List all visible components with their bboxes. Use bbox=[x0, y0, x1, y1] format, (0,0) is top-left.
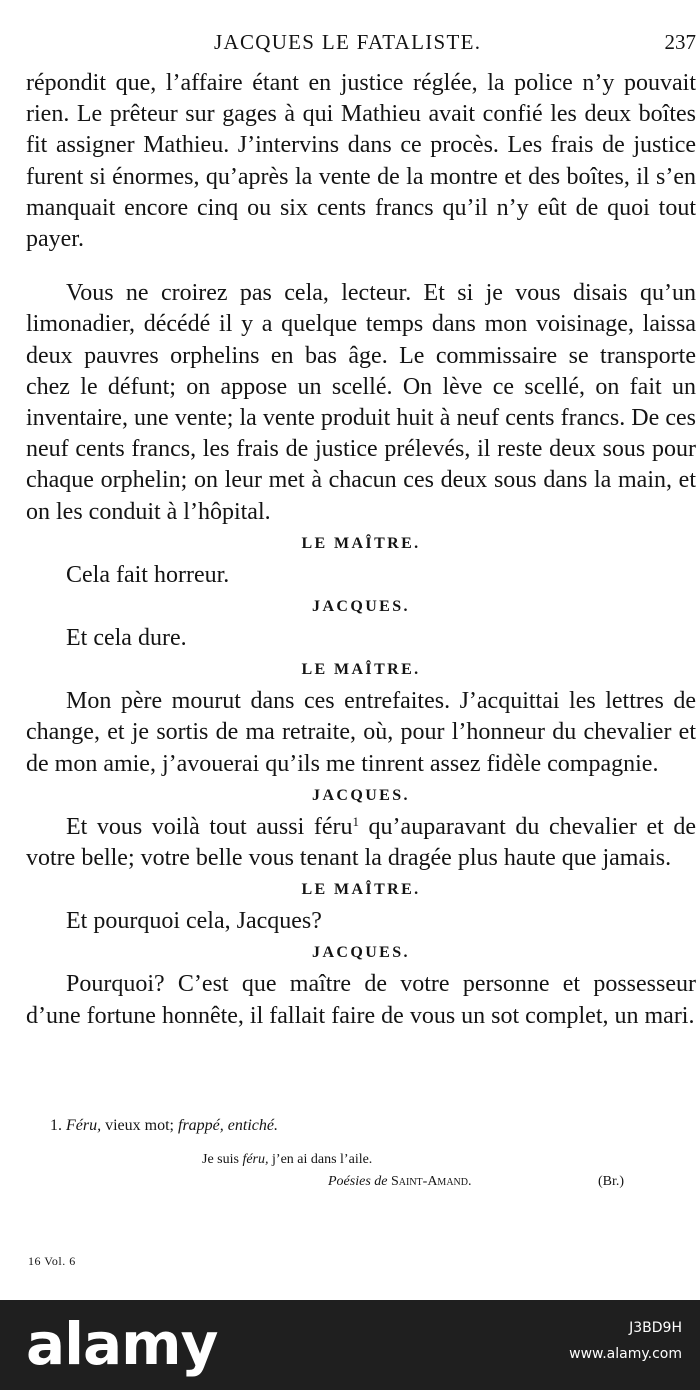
speaker-label: LE MAÎTRE. bbox=[301, 881, 421, 899]
page-number: 237 bbox=[664, 30, 696, 54]
attribution-author: Saint-Amand. bbox=[390, 1174, 472, 1189]
footnote bbox=[50, 1116, 670, 1189]
dialogue-line bbox=[26, 812, 696, 874]
footnote-ref: 1 bbox=[352, 813, 359, 829]
verse-text: j’en ai dans l’aile. bbox=[268, 1152, 373, 1167]
speaker-label: JACQUES. bbox=[312, 944, 410, 962]
dialogue-line: Et pourquoi cela, Jacques? bbox=[66, 908, 322, 935]
printer-signature: 16 Vol. 6 bbox=[28, 1254, 76, 1268]
dialogue-text: Et vous voilà tout aussi féru bbox=[66, 813, 353, 840]
main-text bbox=[26, 68, 696, 1032]
page-header bbox=[0, 30, 700, 60]
dialogue-line: Mon père mourut dans ces entrefaites. J’acquittai les lettres de change, et je sortis de ma retraite, où, pour l’honneur du chevalier et de mon amie, j’avouerai qu’ils me tinrent assez fidèle compagnie. bbox=[26, 688, 696, 777]
footnote-synonyms: frappé, entiché. bbox=[178, 1117, 278, 1134]
watermark-banner bbox=[0, 1300, 700, 1390]
footnote-term: Féru, bbox=[66, 1117, 102, 1134]
dialogue-line: Cela fait horreur. bbox=[66, 561, 230, 588]
paragraph: répondit que, l’affaire étant en justice réglée, la police n’y pouvait rien. Le prêteur sur gages à qui Mathieu avait confié les deux boîtes fit assigner Mathieu. J’intervins dans ce procès. Les frais de justice furent si énormes, qu’après la vente de la montre et des boîtes, il s’en manquait encore cinq ou six cents francs qu’il n’y eût de quoi tout payer. bbox=[26, 70, 696, 253]
footnote-attribution bbox=[328, 1172, 471, 1192]
dialogue-line: Et cela dure. bbox=[66, 625, 187, 652]
footnote-gloss: vieux mot; bbox=[101, 1117, 178, 1134]
verse-text: Je suis bbox=[202, 1152, 243, 1167]
alamy-logo: alamy bbox=[26, 1310, 218, 1378]
speaker-label: LE MAÎTRE. bbox=[301, 534, 421, 552]
dialogue-text: qu’auparavant du chevalier et de votre belle; votre belle vous tenant la dragée plus haute que jamais. bbox=[26, 813, 697, 872]
footnote-number: 1. bbox=[50, 1117, 62, 1134]
dialogue-line: Pourquoi? C’est que maître de votre personne et possesseur d’une fortune honnête, il fallait faire de vous un sot complet, un mari. bbox=[26, 971, 696, 1029]
footnote-source: (Br.) bbox=[598, 1174, 625, 1189]
image-id: J3BD9H bbox=[629, 1320, 682, 1336]
verse-term: féru, bbox=[242, 1152, 269, 1167]
paragraph: Vous ne croirez pas cela, lecteur. Et si je vous disais qu’un limonadier, décédé il y a quelque temps dans mon voisinage, laissa deux pauvres orphelins en bas âge. Le commissaire se transporte chez le défunt; on appose un scellé. On lève ce scellé, on fait un inventaire, une vente; la vente produit huit à neuf cents francs. De ces neuf cents francs, les frais de justice prélevés, il reste deux sous pour chaque orphelin; on leur met à chacun ces deux sous dans la main, et on les conduit à l’hôpital. bbox=[26, 280, 696, 525]
speaker-label: LE MAÎTRE. bbox=[301, 661, 421, 679]
site-url: www.alamy.com bbox=[569, 1346, 682, 1362]
speaker-label: JACQUES. bbox=[312, 786, 410, 804]
running-title: JACQUES LE FATALISTE. bbox=[214, 30, 482, 54]
footnote-verse bbox=[202, 1150, 372, 1170]
footnote-line bbox=[50, 1116, 670, 1136]
speaker-label: JACQUES. bbox=[312, 598, 410, 616]
attribution-work: Poésies de bbox=[328, 1174, 391, 1189]
